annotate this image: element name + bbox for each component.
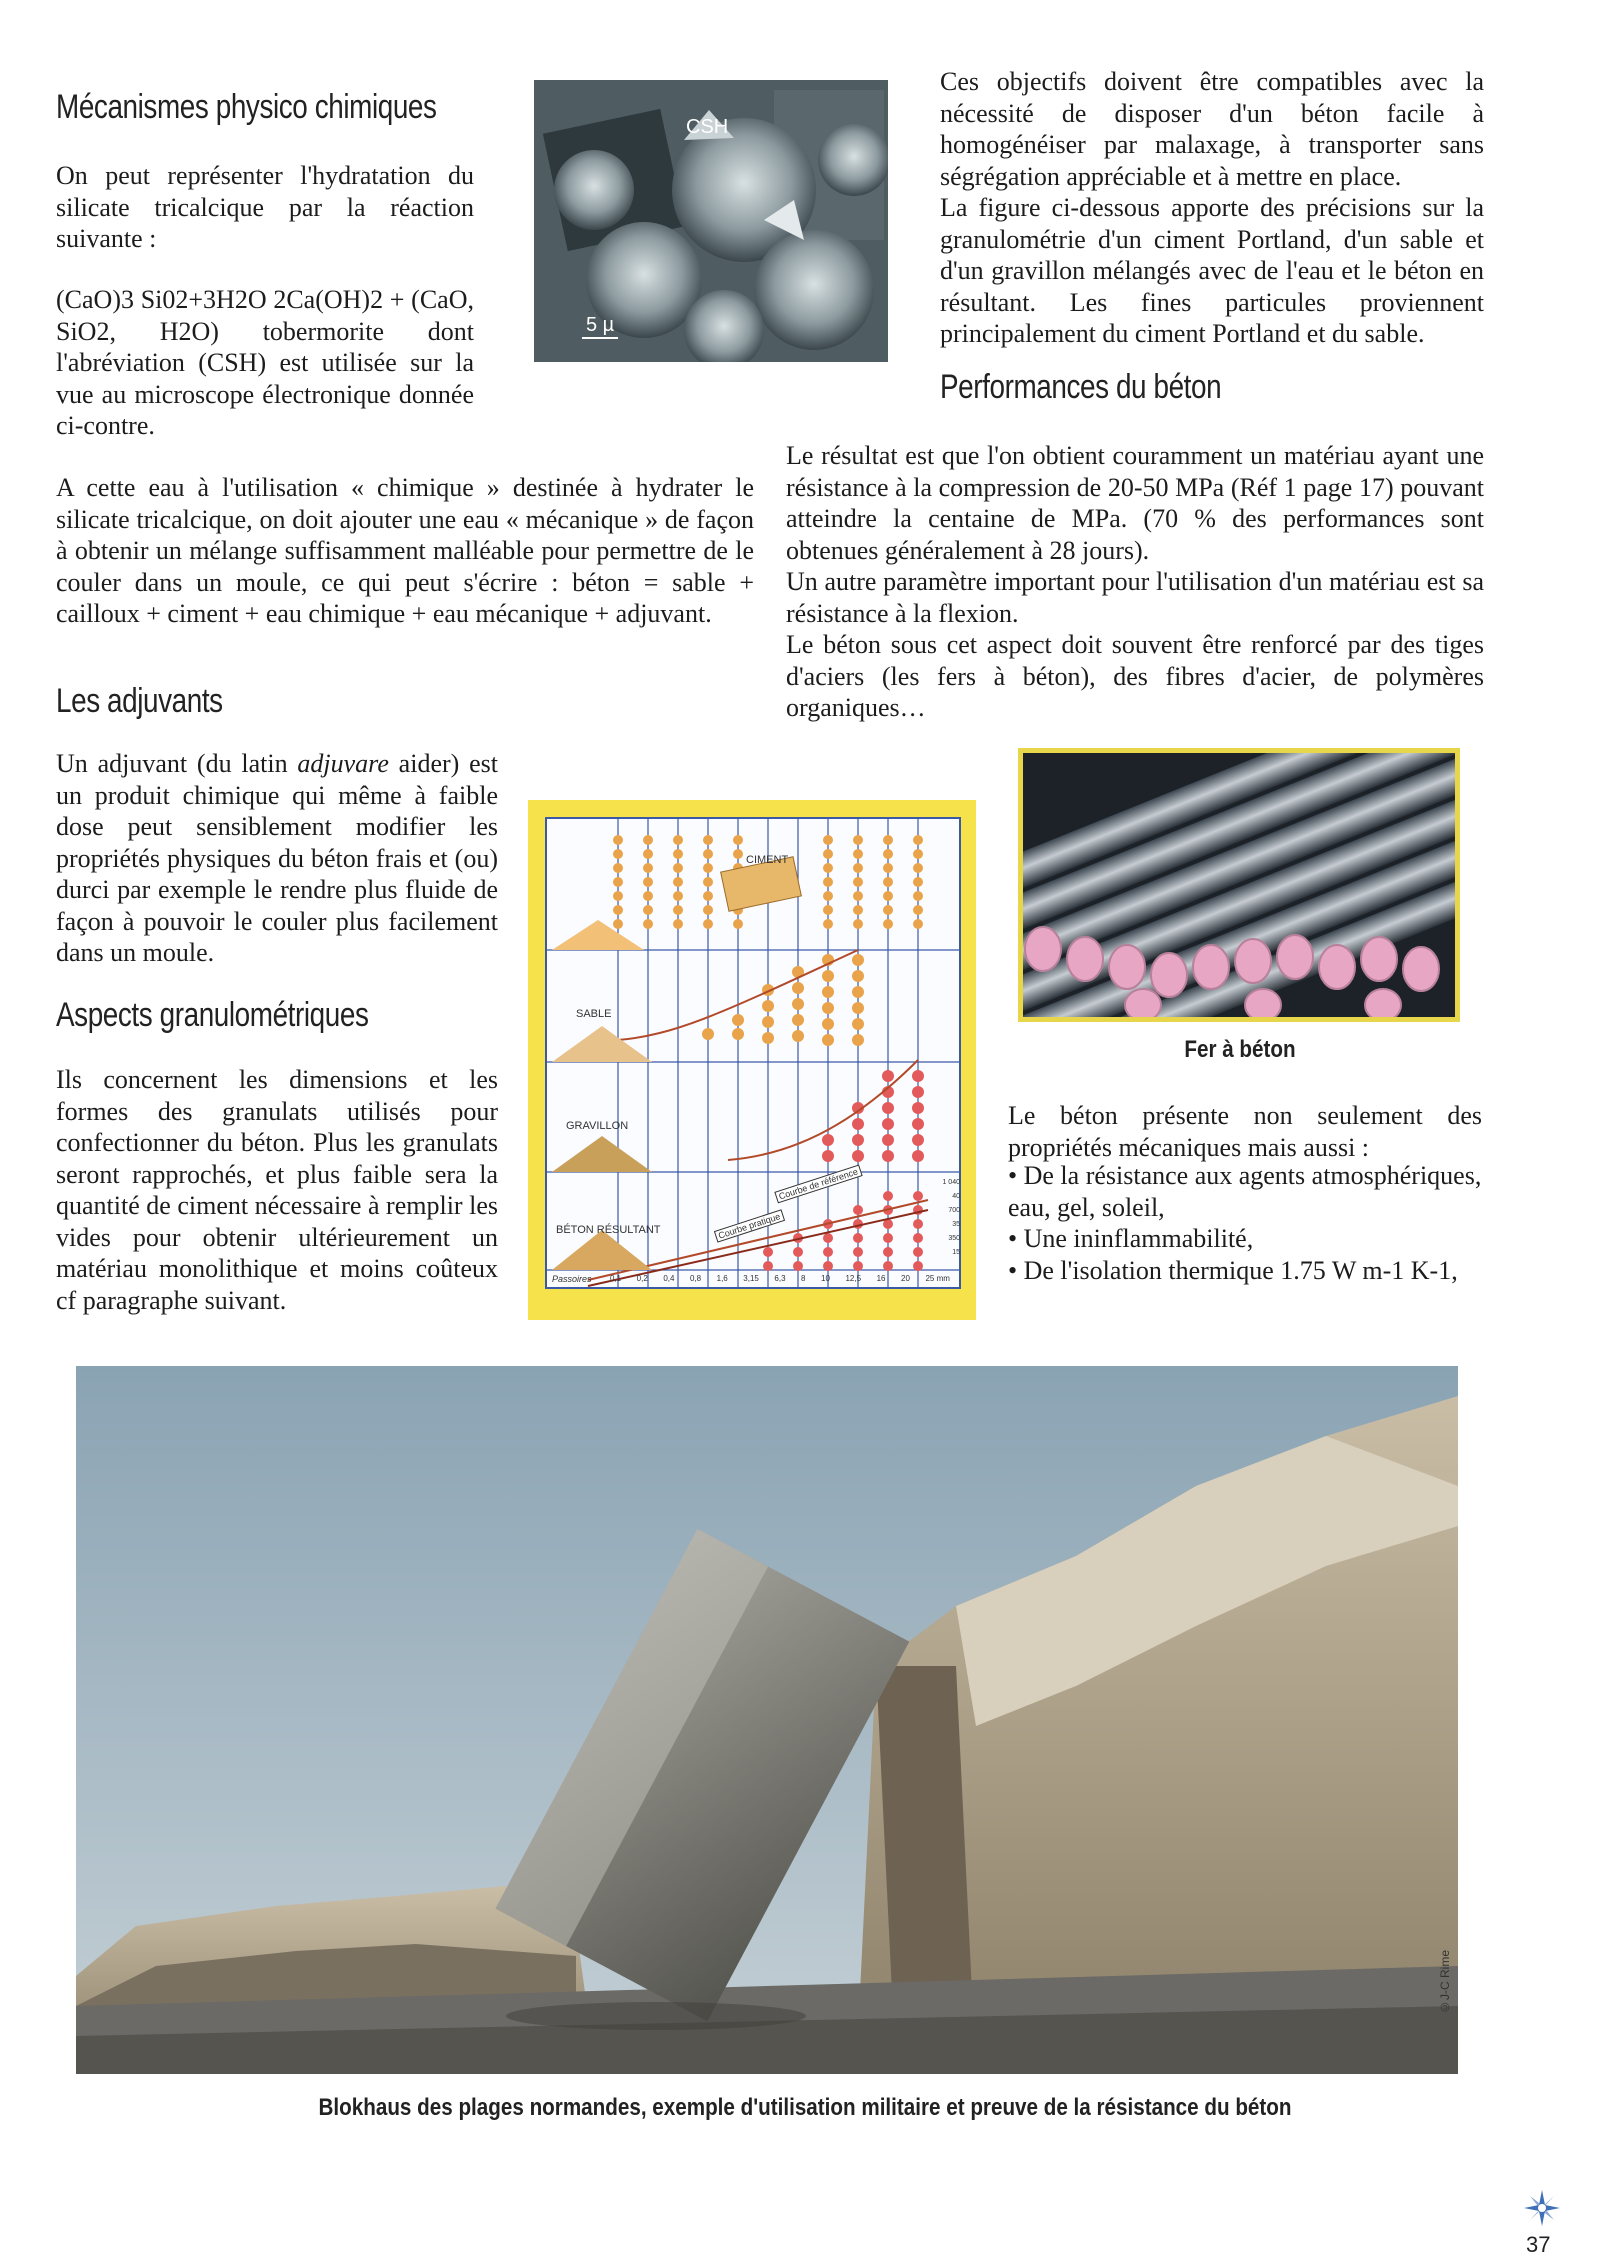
caption-fer-a-beton: Fer à béton: [1184, 1036, 1296, 1063]
heading-adjuvants: Les adjuvants: [56, 682, 223, 720]
x-tick: 8: [801, 1274, 806, 1283]
x-tick: 12,5: [845, 1274, 862, 1283]
diagram-right-labels: [934, 1176, 960, 1260]
x-tick: 25 mm: [925, 1274, 950, 1283]
adjuvants-text-2: aider) est un produit chimique qui même à faible dose peut sensiblement modifier les propriétés physiques du béton frais et (ou) durci par exemple le rendre plus fluide de façon à pouvoir le couler plus facilement dans un moule.: [56, 749, 498, 967]
granulometry-diagram: [528, 800, 976, 1320]
para-reaction: (CaO)3 Si02+3H2O 2Ca(OH)2 + (CaO, SiO2, H2O) tobermorite dont l'abréviation (CSH) est utilisée sur la vue au microscope électronique donnée ci-contre.: [56, 285, 474, 440]
diagram-label-gravillon: GRAVILLON: [566, 1120, 629, 1132]
rebar-photo: [1018, 748, 1460, 1022]
right-label: 35: [952, 1221, 960, 1228]
caption-blockhaus: Blokhaus des plages normandes, exemple d'utilisation militaire et preuve de la résistance du béton: [318, 2094, 1292, 2121]
diagram-curve-prat: Courbe pratique: [714, 1209, 785, 1242]
blockhaus-photo: [76, 1366, 1458, 2074]
para-performances-2: Un autre paramètre important pour l'utilisation d'un matériau est sa résistance à la flexion.: [786, 567, 1484, 628]
diagram-label-ciment: CIMENT: [746, 854, 789, 866]
x-tick: 1,6: [716, 1274, 728, 1283]
heading-mecanismes: Mécanismes physico chimiques: [56, 88, 437, 126]
diagram-curve-ref: Courbe de référence: [774, 1165, 862, 1204]
x-tick: 20: [901, 1274, 910, 1283]
micrograph-image: [534, 80, 888, 362]
x-tick: 0,2: [636, 1274, 648, 1283]
scale-label: 5 µ: [582, 314, 618, 339]
list-item: • Une ininflammabilité,: [1008, 1223, 1482, 1255]
proprietes-list: [1008, 1160, 1482, 1286]
compass-logo: [1522, 2188, 1562, 2228]
adjuvants-text-1: Un adjuvant (du latin: [56, 749, 298, 778]
para-performances-3: Le béton sous cet aspect doit souvent être renforcé par des tiges d'aciers (les fers à béton), des fibres d'acier, de polymères organiques…: [786, 630, 1484, 722]
page-number: 37: [1526, 2232, 1551, 2257]
para-adjuvants: [56, 748, 498, 969]
list-item: • De l'isolation thermique 1.75 W m-1 K-1,: [1008, 1255, 1482, 1287]
x-tick: 16: [876, 1274, 886, 1283]
diagram-label-beton: BÉTON RÉSULTANT: [556, 1224, 661, 1236]
x-tick: 6,3: [774, 1274, 786, 1283]
heading-granulo: Aspects granulométriques: [56, 996, 369, 1034]
csh-label: CSH: [686, 116, 729, 138]
x-tick: 0,1: [610, 1274, 622, 1283]
right-label: 15: [952, 1249, 960, 1256]
para-granulo: Ils concernent les dimensions et les formes des granulats utilisés pour confectionner du béton. Plus les granulats seront rapprochés, et plus faible sera la quantité de ciment nécessaire à remplir les vides pour obtenir ultérieurement un matériau monolithique et moins coûteux cf paragraphe suivant.: [56, 1065, 498, 1315]
para-eau-mecanique: A cette eau à l'utilisation « chimique » destinée à hydrater le silicate tricalcique, on doit ajouter une eau « mécanique » de façon à obtenir un mélange suffisamment malléable pour permettre de le couler dans un moule, ce qui peut s'écrire : béton = sable + cailloux + ciment + eau chimique + eau mécanique + adjuvant.: [56, 473, 754, 628]
para-proprietes: Le béton présente non seulement des propriétés mécaniques mais aussi :: [1008, 1101, 1482, 1162]
para-objectifs: Ces objectifs doivent être compatibles avec la nécessité de disposer d'un béton facile à homogénéiser par malaxage, à transporter sans ségrégation appréciable et à mettre en place.: [940, 67, 1484, 191]
list-item: • De la résistance aux agents atmosphériques, eau, gel, soleil,: [1008, 1160, 1482, 1223]
x-tick: 3,15: [743, 1274, 759, 1283]
right-label: 350: [948, 1235, 960, 1242]
right-label: 40: [952, 1193, 960, 1200]
right-label: 700: [948, 1207, 960, 1214]
right-label: 1 040: [942, 1179, 960, 1186]
adjuvants-latin: adjuvare: [297, 749, 389, 778]
photo-credit: ©J-C Rime: [1438, 1950, 1452, 2014]
para-hydratation: On peut représenter l'hydratation du silicate tricalcique par la réaction suivante :: [56, 161, 474, 253]
diagram-x-ticks: [610, 1274, 950, 1283]
diagram-label-sable: SABLE: [576, 1008, 612, 1020]
x-tick: 0,8: [689, 1274, 702, 1283]
diagram-x-title: Passoires: [552, 1274, 592, 1284]
x-tick: 0,4: [663, 1274, 675, 1283]
para-performances-1: Le résultat est que l'on obtient couramment un matériau ayant une résistance à la compression de 20-50 MPa (Réf 1 page 17) pouvant atteindre la centaine de MPa. (70 % des performances sont obtenues généralement à 28 jours).: [786, 441, 1484, 565]
para-figure: La figure ci-dessous apporte des précisions sur la granulométrie d'un ciment Portland, d'un sable et d'un gravillon mélangés avec de l'eau et le béton en résultant. Les fines particules proviennent principalement du ciment Portland et du sable.: [940, 193, 1484, 348]
heading-performances: Performances du béton: [940, 368, 1222, 406]
x-tick: 10: [821, 1274, 830, 1283]
